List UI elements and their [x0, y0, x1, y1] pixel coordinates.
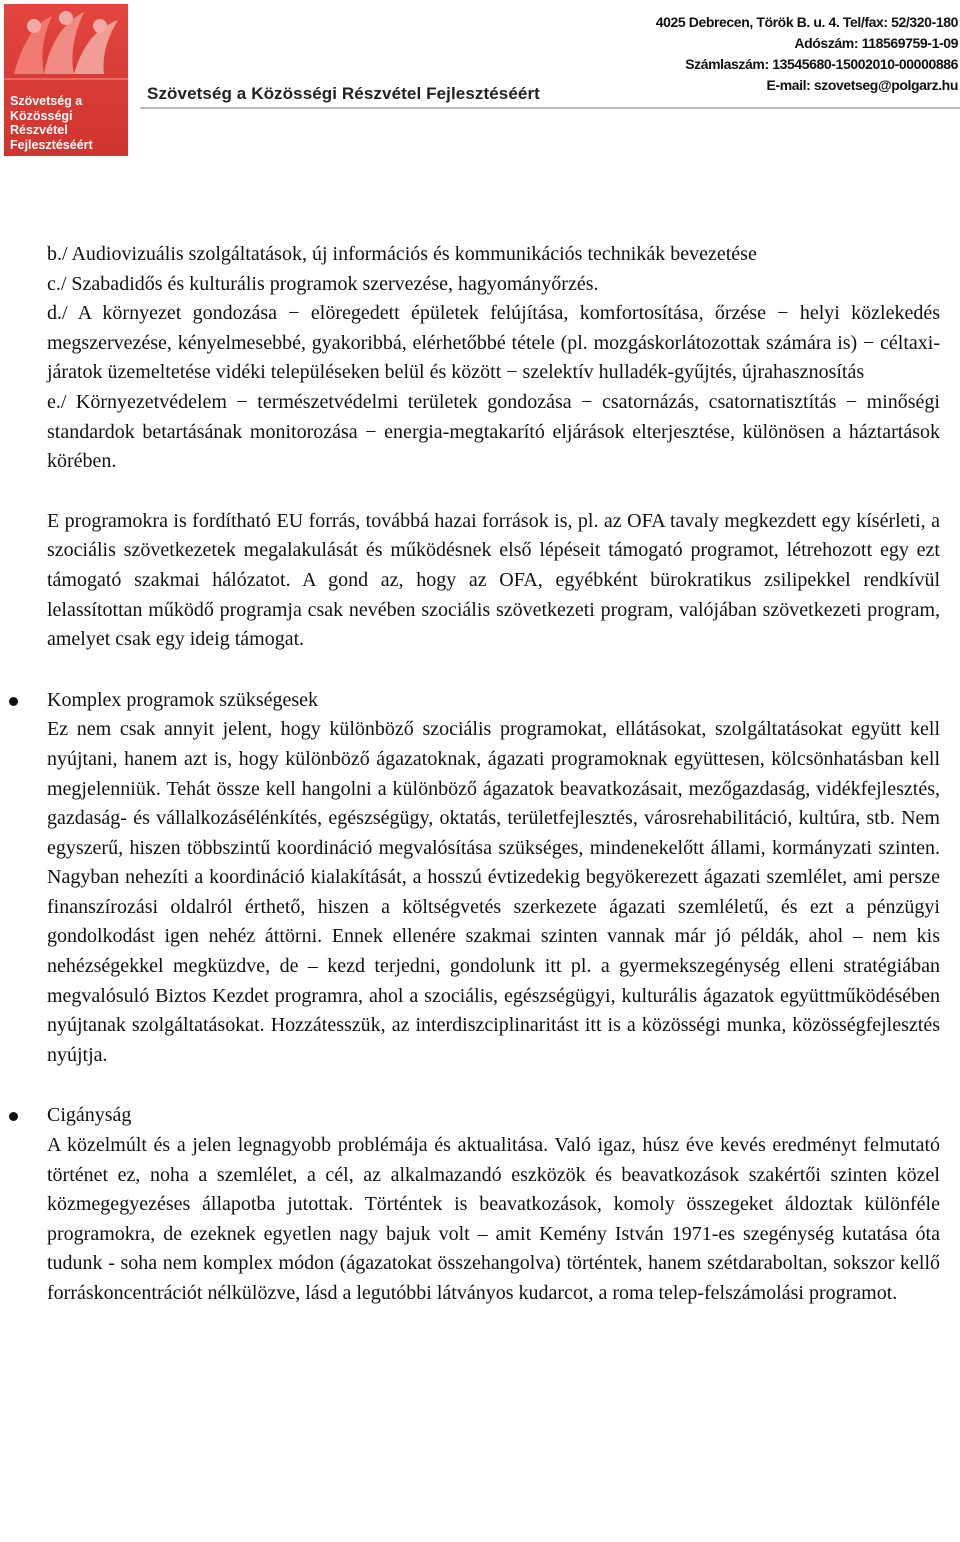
bullet-section-complex-programs [47, 686, 940, 1071]
organization-logo [4, 4, 128, 156]
paragraph-eu-funding: E programokra is fordítható EU forrás, továbbá hazai források is, pl. az OFA tavaly megkezdett egy kísérleti, a szociális szövetkezetek megalakulását és működésnek első lépéseit támogató programot, létrehozott egy ezt támogató szakmai hálózatot. A gond az, hogy az OFA, egyébként bürokratikus zsilipekkel rendkívül lelassítottan működő programja csak nevében szociális szövetkezeti program, valójában szövetkezeti program, amelyet csak egy ideig támogat. [47, 509, 940, 651]
contact-account-number: Számlaszám: 13545680-15002010-00000886 [685, 56, 958, 72]
list-item-d: d./ A környezet gondozása − elöregedett épületek felújítása, komfortosítása, őrzése − helyi közlekedés megszervezése, kényelmesebbé, gyakoribbá, elérhetőbbé tétele (pl. mozgáskorlátozottak számára is) − céltaxi-járatok üzemeltetése vidéki településeken belül és között − szelektív hulladék-gyűjtés, újrahasznosítás [47, 302, 940, 384]
header-divider [140, 107, 960, 109]
bullet-section-roma [47, 1101, 940, 1308]
bullet-icon [9, 697, 18, 706]
section-heading: Cigányság [47, 1104, 132, 1127]
logo-text: Szövetség a Közösségi Részvétel Fejlesztéséért [10, 94, 93, 152]
section-text: Ez nem csak annyit jelent, hogy különböző szociális programokat, ellátásokat, szolgáltatásokat együtt kell nyújtani, hanem azt is, hogy különböző ágazatoknak, ágazati programoknak együttesen, kölcsönhatásban kell megjelenniük. Tehát össze kell hangolni a különböző ágazatok beavatkozásait, mezőgazdaság, vidékfejlesztés, gazdaság- és vállalkozásélénkítés, egészségügy, oktatás, területfejlesztés, városrehabilitáció, kultúra, stb. Nem egyszerű, hiszen többszintű koordináció megvalósítása szükséges, mindenekelőtt állami, kormányzati szinten. Nagyban nehezíti a koordináció kialakítását, a hosszú évtizedekig begyökerezett ágazati szemlélet, ami persze finanszírozási oldalról érthető, hiszen a költségvetés szerkezete ágazati szemléletű, és ezt a pénzügyi gondolkodást igen nehéz áttörni. Ennek ellenére szakmai szinten vannak már jó példák, ahol – nem kis nehézségekkel megküzdve, de – kezd terjedni, gondolunk itt pl. a gyermekszegénység elleni stratégiában megvalósuló Biztos Kezdet programra, ahol a szociális, egészségügyi, kulturális ágazatok együttműködésében nyújtanak szolgáltatásokat. Hozzátesszük, az interdiszciplinaritást itt is a közösségi munka, közösségfejlesztés nyújtja. [47, 718, 940, 1066]
bullet-icon [9, 1112, 18, 1121]
spacer [47, 477, 940, 507]
section-heading: Komplex programok szükségesek [47, 688, 319, 711]
logo-figures-icon [4, 4, 128, 92]
document-body [47, 240, 940, 1309]
section-text: A közelmúlt és a jelen legnagyobb problémája és aktualitása. Való igaz, húsz éve kevés eredményt felmutató történet ez, noha a szemlélet, a cél, az alkalmazandó eszközök és beavatkozások szakértői szinten közel közmegegyezéses állapotba jutottak. Történtek is beavatkozások, komoly összegeket áldoztak különféle programokra, de ezeknek egyetlen nagy bajuk volt – amit Kemény István 1971-es szegénység kutatása óta tudunk - soha nem komplex módon (ágazatokat összehangolva) történtek, hanem szétdaraboltan, sokszor kellő forráskoncentrációt nélkülözve, lásd a legutóbbi látványos kudarcot, a roma telep-felszámolási programot. [47, 1134, 940, 1304]
contact-address: 4025 Debrecen, Török B. u. 4. Tel/fax: 52/320-180 [655, 14, 958, 30]
list-item-e: e./ Környezetvédelem − természetvédelmi területek gondozása − csatornázás, csatornatisztítás − minőségi standardok betartásának monitorozása − energia-megtakarító eljárások elterjesztése, különösen a háztartások körében. [47, 390, 940, 473]
letterhead [0, 0, 960, 165]
list-item-b: b./ Audiovizuális szolgáltatások, új információs és kommunikációs technikák bevezetése [47, 243, 757, 265]
contact-tax-number: Adószám: 118569759-1-09 [794, 35, 958, 51]
contact-email: E-mail: szovetseg@polgarz.hu [766, 77, 958, 93]
list-item-c: c./ Szabadidős és kulturális programok szervezése, hagyományőrzés. [47, 272, 599, 295]
organization-name: Szövetség a Közösségi Részvétel Fejlesztéséért [147, 84, 540, 103]
contact-block [628, 12, 958, 96]
